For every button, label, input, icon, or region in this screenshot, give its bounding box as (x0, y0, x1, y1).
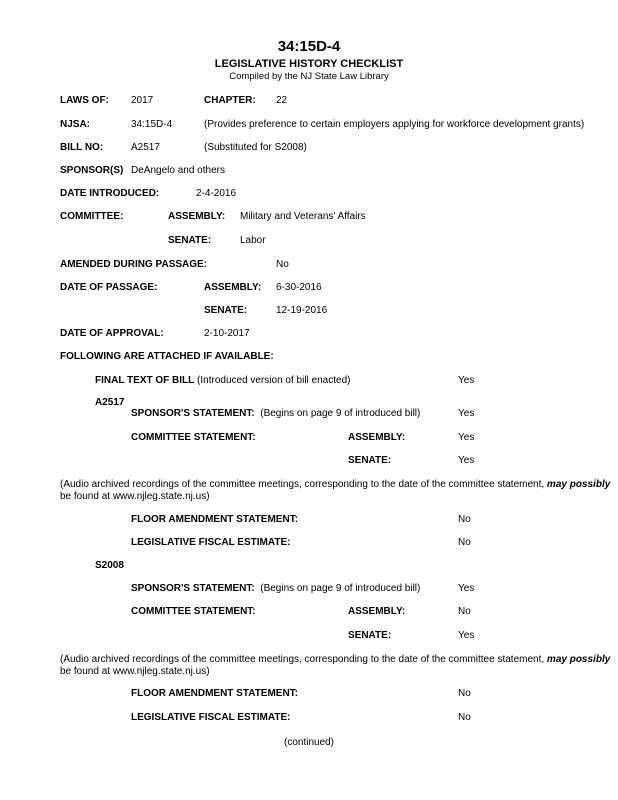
amended-value: No (276, 259, 289, 270)
final-text-note: (Introduced version of bill enacted) (197, 375, 351, 386)
a2517-sponsor-stmt-note: (Begins on page 9 of introduced bill) (260, 408, 421, 419)
sponsor-value: DeAngelo and others (131, 165, 225, 176)
final-text-label: FINAL TEXT OF BILL (95, 375, 195, 386)
committee-label: COMMITTEE: (60, 211, 124, 222)
a2517-committee-stmt-label: COMMITTEE STATEMENT: (131, 432, 256, 443)
audio-note-1 (60, 479, 610, 491)
date-introduced-value: 2-4-2016 (196, 188, 237, 199)
passage-senate-value: 12-19-2016 (276, 305, 328, 316)
attached-heading: FOLLOWING ARE ATTACHED IF AVAILABLE: (60, 351, 274, 362)
s2008-floor-amend-value: No (458, 688, 471, 699)
passage-assembly-value: 6-30-2016 (276, 282, 322, 293)
njsa-label: NJSA: (60, 119, 91, 130)
njsa-value: 34:15D-4 (131, 119, 173, 130)
continued-note: (continued) (283, 737, 335, 748)
committee-senate-value: Labor (240, 235, 266, 246)
audio-note-2 (60, 654, 610, 666)
a2517-fiscal-label: LEGISLATIVE FISCAL ESTIMATE: (131, 537, 291, 548)
date-approval-value: 2-10-2017 (204, 328, 250, 339)
a2517-fiscal-value: No (458, 537, 471, 548)
a2517-floor-amend-label: FLOOR AMENDMENT STATEMENT: (131, 514, 299, 525)
chapter-label: CHAPTER: (204, 95, 256, 106)
committee-assembly-label: ASSEMBLY: (168, 211, 226, 222)
a2517-sponsor-stmt-label: SPONSOR'S STATEMENT: (131, 408, 255, 419)
s2008-senate-label: SENATE: (348, 630, 392, 641)
compiled-by: Compiled by the NJ State Law Library (229, 71, 389, 82)
s2008-assembly-label: ASSEMBLY: (348, 606, 406, 617)
a2517-label: A2517 (95, 397, 125, 408)
s2008-sponsor-stmt-row (131, 583, 420, 595)
final-text-value: Yes (458, 375, 475, 386)
committee-assembly-value: Military and Veterans' Affairs (240, 211, 366, 222)
committee-senate-label: SENATE: (168, 235, 212, 246)
document-title: 34:15D-4 (277, 38, 341, 55)
bill-no-note: (Substituted for S2008) (204, 142, 307, 153)
document-subtitle: LEGISLATIVE HISTORY CHECKLIST (214, 58, 404, 70)
s2008-committee-senate-value: Yes (458, 630, 475, 641)
a2517-assembly-label: ASSEMBLY: (348, 432, 406, 443)
audio-note-1-cont: be found at www.njleg.state.nj.us) (60, 491, 210, 502)
a2517-floor-amend-value: No (458, 514, 471, 525)
a2517-senate-label: SENATE: (348, 455, 392, 466)
laws-of-label: LAWS OF: (60, 95, 109, 106)
date-passage-label: DATE OF PASSAGE: (60, 282, 158, 293)
a2517-sponsor-stmt-row (131, 408, 420, 420)
s2008-fiscal-label: LEGISLATIVE FISCAL ESTIMATE: (131, 712, 291, 723)
bill-no-label: BILL NO: (60, 142, 104, 153)
passage-senate-label: SENATE: (204, 305, 248, 316)
final-text-row (95, 375, 350, 387)
audio-note-emphasis: may possibly (546, 479, 611, 490)
audio-note-text: (Audio archived recordings of the committee meetings, corresponding to the date of the committee statement, (60, 654, 545, 665)
date-introduced-label: DATE INTRODUCED: (60, 188, 160, 199)
laws-of-value: 2017 (131, 95, 154, 106)
s2008-label: S2008 (95, 560, 124, 571)
audio-note-text: (Audio archived recordings of the committee meetings, corresponding to the date of the committee statement, (60, 479, 545, 490)
date-approval-label: DATE OF APPROVAL: (60, 328, 164, 339)
chapter-value: 22 (276, 95, 288, 106)
audio-note-emphasis: may possibly (546, 654, 611, 665)
sponsor-label: SPONSOR(S) (60, 165, 124, 176)
njsa-description: (Provides preference to certain employers applying for workforce development grants) (204, 119, 585, 130)
a2517-sponsor-stmt-value: Yes (458, 408, 475, 419)
amended-label: AMENDED DURING PASSAGE: (60, 259, 208, 270)
s2008-committee-assembly-value: No (458, 606, 471, 617)
audio-note-2-cont: be found at www.njleg.state.nj.us) (60, 666, 210, 677)
bill-no-value: A2517 (131, 142, 160, 153)
s2008-sponsor-stmt-note: (Begins on page 9 of introduced bill) (260, 583, 421, 594)
a2517-committee-senate-value: Yes (458, 455, 475, 466)
s2008-sponsor-stmt-value: Yes (458, 583, 475, 594)
s2008-floor-amend-label: FLOOR AMENDMENT STATEMENT: (131, 688, 299, 699)
a2517-committee-assembly-value: Yes (458, 432, 475, 443)
s2008-sponsor-stmt-label: SPONSOR'S STATEMENT: (131, 583, 255, 594)
s2008-fiscal-value: No (458, 712, 471, 723)
passage-assembly-label: ASSEMBLY: (204, 282, 262, 293)
s2008-committee-stmt-label: COMMITTEE STATEMENT: (131, 606, 256, 617)
